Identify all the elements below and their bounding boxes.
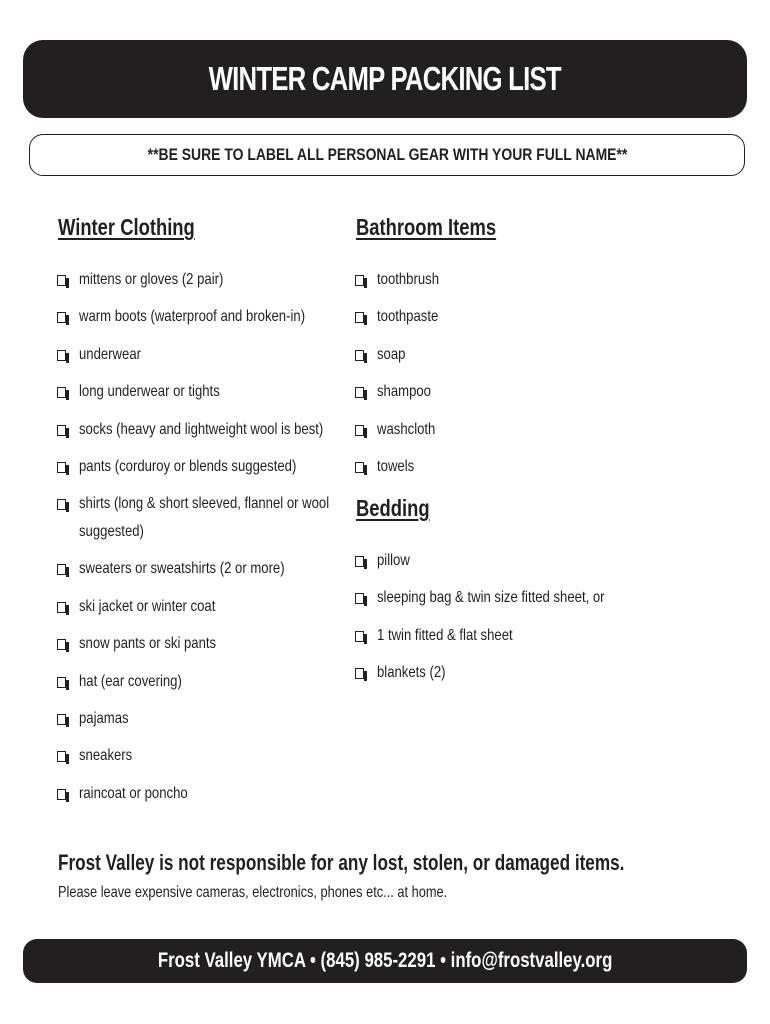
checklist-item: 1 twin fitted & flat sheet bbox=[355, 626, 687, 663]
bedding-heading: Bedding bbox=[356, 495, 430, 521]
bedding-list bbox=[355, 551, 687, 701]
checklist-item: ski jacket or winter coat bbox=[57, 597, 389, 634]
checklist-item: underwear bbox=[57, 345, 389, 382]
checkbox-icon[interactable] bbox=[355, 593, 364, 604]
winter-clothing-list bbox=[57, 270, 389, 821]
disclaimer-heading: Frost Valley is not responsible for any lost, stolen, or damaged items. bbox=[58, 850, 625, 875]
checklist-item: blankets (2) bbox=[355, 663, 687, 700]
checklist-item: hat (ear covering) bbox=[57, 672, 389, 709]
checkbox-icon[interactable] bbox=[57, 499, 66, 510]
checklist-item: sweaters or sweatshirts (2 or more) bbox=[57, 559, 389, 596]
checklist-item: shampoo bbox=[355, 382, 687, 419]
checkbox-icon[interactable] bbox=[57, 312, 66, 323]
checklist-item: snow pants or ski pants bbox=[57, 634, 389, 671]
title-banner bbox=[23, 40, 747, 118]
checklist-item: toothbrush bbox=[355, 270, 687, 307]
checklist-item: sleeping bag & twin size fitted sheet, or bbox=[355, 588, 687, 625]
bathroom-items-list bbox=[355, 270, 687, 494]
checklist-item: towels bbox=[355, 457, 687, 494]
checkbox-icon[interactable] bbox=[355, 631, 364, 642]
checkbox-icon[interactable] bbox=[57, 677, 66, 688]
checkbox-icon[interactable] bbox=[57, 350, 66, 361]
contact-footer bbox=[23, 939, 747, 983]
checkbox-icon[interactable] bbox=[355, 350, 364, 361]
checkbox-icon[interactable] bbox=[57, 275, 66, 286]
checkbox-icon[interactable] bbox=[355, 387, 364, 398]
checkbox-icon[interactable] bbox=[57, 714, 66, 725]
checklist-item: sneakers bbox=[57, 746, 389, 783]
checklist-item: raincoat or poncho bbox=[57, 784, 389, 821]
checkbox-icon[interactable] bbox=[57, 564, 66, 575]
checklist-item: shirts (long & short sleeved, flannel or wool suggested) bbox=[57, 494, 389, 559]
disclaimer-note: Please leave expensive cameras, electronics, phones etc... at home. bbox=[58, 884, 448, 901]
winter-clothing-heading: Winter Clothing bbox=[58, 214, 195, 240]
checklist-item: warm boots (waterproof and broken-in) bbox=[57, 307, 389, 344]
bathroom-items-heading: Bathroom Items bbox=[356, 214, 497, 240]
checklist-item: mittens or gloves (2 pair) bbox=[57, 270, 389, 307]
checkbox-icon[interactable] bbox=[355, 312, 364, 323]
checkbox-icon[interactable] bbox=[355, 275, 364, 286]
checkbox-icon[interactable] bbox=[57, 639, 66, 650]
checklist-item: toothpaste bbox=[355, 307, 687, 344]
checkbox-icon[interactable] bbox=[355, 556, 364, 567]
checkbox-icon[interactable] bbox=[57, 425, 66, 436]
checkbox-icon[interactable] bbox=[57, 602, 66, 613]
checklist-item: soap bbox=[355, 345, 687, 382]
checkbox-icon[interactable] bbox=[57, 751, 66, 762]
checklist-item: pants (corduroy or blends suggested) bbox=[57, 457, 389, 494]
checklist-item: pillow bbox=[355, 551, 687, 588]
checkbox-icon[interactable] bbox=[355, 668, 364, 679]
label-notice-text: **BE SURE TO LABEL ALL PERSONAL GEAR WITH YOUR FULL NAME** bbox=[147, 145, 627, 164]
checklist-item: socks (heavy and lightweight wool is best) bbox=[57, 420, 389, 457]
contact-text: Frost Valley YMCA • (845) 985-2291 • info@frostvalley.org bbox=[157, 949, 613, 972]
checklist-item: washcloth bbox=[355, 420, 687, 457]
checkbox-icon[interactable] bbox=[355, 425, 364, 436]
checkbox-icon[interactable] bbox=[57, 387, 66, 398]
page-title: WINTER CAMP PACKING LIST bbox=[208, 60, 562, 97]
checkbox-icon[interactable] bbox=[57, 789, 66, 800]
checkbox-icon[interactable] bbox=[355, 462, 364, 473]
checklist-item: pajamas bbox=[57, 709, 389, 746]
checklist-item: long underwear or tights bbox=[57, 382, 389, 419]
checkbox-icon[interactable] bbox=[57, 462, 66, 473]
label-notice bbox=[29, 134, 745, 176]
